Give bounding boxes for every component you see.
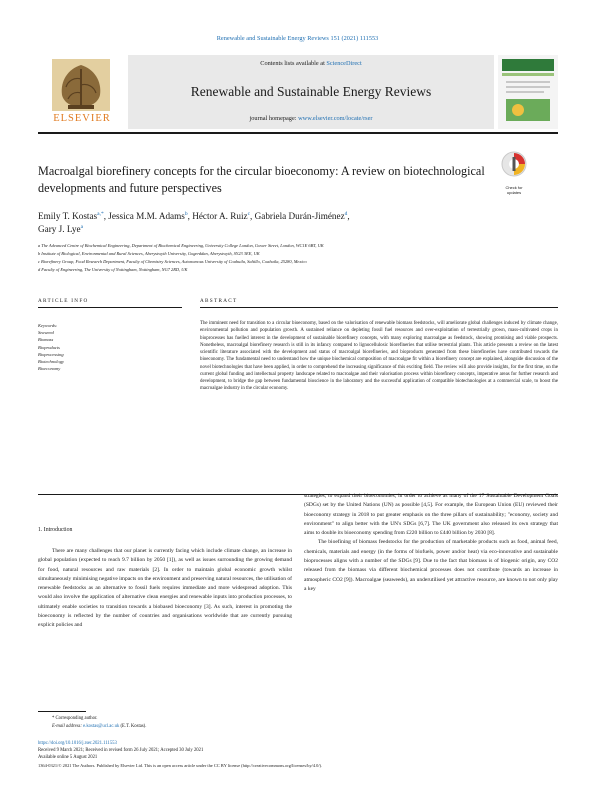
body-column-right (304, 492, 558, 594)
journal-reference[interactable]: Renewable and Sustainable Energy Reviews 151 (2021) 111553 (216, 35, 379, 42)
affiliation: a The Advanced Centre of Biochemical Engineering, Department of Biochemical Engineering, University College London, Gower Street, London, WC1E 6BT, UK (38, 243, 324, 248)
article-info-rule (38, 307, 182, 308)
crossmark-icon (497, 150, 531, 180)
sciencedirect-link[interactable]: ScienceDirect (326, 60, 362, 67)
crossmark-label-1: Check for (505, 185, 523, 190)
journal-cover-image (498, 55, 558, 129)
author-affil-marker[interactable]: c (247, 211, 251, 217)
homepage-prefix: journal homepage: (249, 115, 299, 122)
body-column-left (38, 547, 292, 631)
email-link[interactable]: e.kostas@ucl.ac.uk (83, 724, 120, 729)
email-suffix: (E.T. Kostas). (119, 724, 147, 729)
homepage-line (128, 115, 494, 122)
affiliation: b Institute of Biological, Environmental and Rural Sciences, Aberystwyth University, Gogerddan, Aberystwyth, SY23 3EE, UK (38, 251, 260, 256)
body-paragraph: strategies, to expand their bioeconomies, in order to achieve as many of the 17 Sustainable Development Goals (SDGs) set by the United Nations (UN) as possible [4,5]. For example, the European Union (EU) reviewed their bioeconomy strategy in 2018 to put greater emphasis on the three pillars of sustainability; "economy, society and environment" to align better with the UN's SDGs [6,7]. The UK government also released its own strategy that aims to double its bioeconomy spending from £220 billion to £440 billion by 2030 [8]. (304, 493, 558, 537)
crossmark-label-2: updates (506, 190, 522, 195)
homepage-link[interactable]: www.elsevier.com/locate/rser (298, 115, 373, 122)
author-affil-marker[interactable]: b (184, 211, 188, 217)
footnote-rule (38, 711, 86, 712)
keyword: Biotechnology (38, 359, 64, 365)
author-affil-marker[interactable]: a (80, 224, 84, 230)
email-note (52, 724, 146, 729)
introduction-heading: 1. Introduction (38, 527, 73, 533)
keywords-label: Keywords: (38, 323, 58, 328)
author-name[interactable]: Gary J. Lye (38, 224, 81, 235)
doi-link[interactable]: https://doi.org/10.1016/j.rser.2021.111553 (38, 741, 117, 746)
author-name[interactable]: Héctor A. Ruiz (192, 211, 248, 222)
abstract-text: The imminent need for transition to a circular bioeconomy, based on the valorisation of renewable biomass feedstocks, will ameliorate global challenges induced by climate change, environmental pollution and population growth. A sustained reliance on depleting fossil fuel resources and over-exploitation of terrestrially grown, mass-cultivated crops in bioprocesses has fuelled interest in the development of sustainable biorefinery concepts, with many exploring macroalgae as feedstock, showing promising and viable prospects. Nonetheless, macroalgal biorefinery research is still in its infancy compared to lignocellulosic biorefineries that utilise terrestrial plants. This article presents a review on the latest scientific literature associated with the development and status of macroalgal biorefineries, and bioproducts generated from these biorefineries have contributed towards the bioeconomy. The fundamental need to understand how the unique biochemical composition of macroalgae fit within a biorefinery concept are explained, alongside discussion of the novel biotechnologies that have been applied, in order to comprehend the increasing significance of this exciting field. The review will also provide insights, for the first time, on the current global funding and intellectual property landscape related to macroalgae and their valorisation process within biorefinery concepts, imperative areas for further research and development, to bridge the gap between fundamental bioscience in the laboratory and the successful application of compatible biotechnologies at a commercial scale, to boost the macroalgae industry in the circular economy. (200, 321, 558, 392)
header-rule (38, 132, 558, 134)
article-info-heading: ARTICLE INFO (38, 298, 89, 304)
keyword: Bioeconomy (38, 366, 61, 372)
keyword: Biomass (38, 337, 54, 343)
body-paragraph: The bioefining of biomass feedstocks for the production of marketable products such as food, animal feed, chemicals, materials and energy (in the forms of biofuels, power and/or heat) via eco-innovative and sustainable bioprocesses aligns with a number of the SDGs [9]. Due to the fact that biomass is of biogenic origin, any CO2 released from the biomass via different biochemical processes does not contribute (towards an increase in atmospheric CO2 [9]). Macroalgae (seaweeds), an underutilised yet attractive resource, are known to not only play a key (304, 539, 558, 592)
available-online: Available online 5 August 2021 (38, 755, 98, 760)
author-affil-marker[interactable]: a,* (97, 211, 104, 217)
keyword: Bioproducts (38, 344, 60, 350)
author-name[interactable]: Emily T. Kostas (38, 211, 98, 222)
author-affil-marker[interactable]: d (344, 211, 348, 217)
author-name[interactable]: Jessica M.M. Adams (108, 211, 185, 222)
contents-line (128, 60, 494, 67)
elsevier-logo (38, 55, 124, 129)
check-for-updates-badge[interactable] (497, 150, 531, 194)
elsevier-wordmark: ELSEVIER (53, 113, 111, 124)
keywords-list (38, 322, 64, 372)
abstract-heading: ABSTRACT (200, 298, 238, 304)
affiliation: c Biorefinery Group, Food Research Department, Faculty of Chemistry Sciences, Autonomous University of Coahuila, Saltillo, Coahuila, 25280, Mexico (38, 259, 307, 264)
journal-title: Renewable and Sustainable Energy Reviews (190, 84, 432, 99)
license-statement: 1364-0321/© 2021 The Authors. Published by Elsevier Ltd. This is an open access article under the CC BY license (http://creativecommons.org/licenses/by/4.0/). (38, 763, 323, 768)
corresponding-author-note: * Corresponding author. (52, 716, 98, 721)
abstract-rule (200, 307, 558, 308)
authors-line-2 (38, 224, 558, 234)
contents-prefix: Contents lists available at (260, 60, 327, 67)
received-dates: Received 9 March 2021; Received in revised form 26 July 2021; Accepted 30 July 2021 (38, 748, 204, 753)
author-name[interactable]: Gabriela Durán-Jiménez (254, 211, 345, 222)
email-label: E-mail address: (52, 724, 84, 729)
keyword: Seaweed (38, 330, 54, 336)
article-title: Macroalgal biorefinery concepts for the circular bioeconomy: A review on biotechnological developments and future perspectives (38, 164, 485, 195)
keyword: Bioprocessing (38, 351, 64, 357)
body-paragraph: There are many challenges that our planet is currently facing which include climate change, an increase in global population (expected to reach 9.7 billion by 2050 [1]), as well as issues surrounding the growing demand for food, natural resources and raw materials [2]. In order to maintain global economic growth whilst simultaneously minimising negative impacts on the environment and preserving natural resources, the utilisation of renewable feedstocks as an alternative to fossil fuels requires immediate and more widespread adoption. This would also involve the application of alternative clean energies and renewable inputs into production processes, to ultimately enable societies to transition towards a biobased bioeconomy [3]. As such, interest in promoting the bioeconomy is reflected by the number of countries and organisations worldwide that are currently pursuing explicit policies and (38, 548, 292, 629)
authors-line-1: Emily T. Kostas$^{a,*}$, Jessica M.M. Adams$^b$, Héctor A. Ruiz$^c$, Gabriela Durán-Jiménez$^d$, (38, 211, 350, 222)
affiliation: d Faculty of Engineering, The University of Nottingham, Nottingham, NG7 2RD, UK (38, 267, 188, 272)
